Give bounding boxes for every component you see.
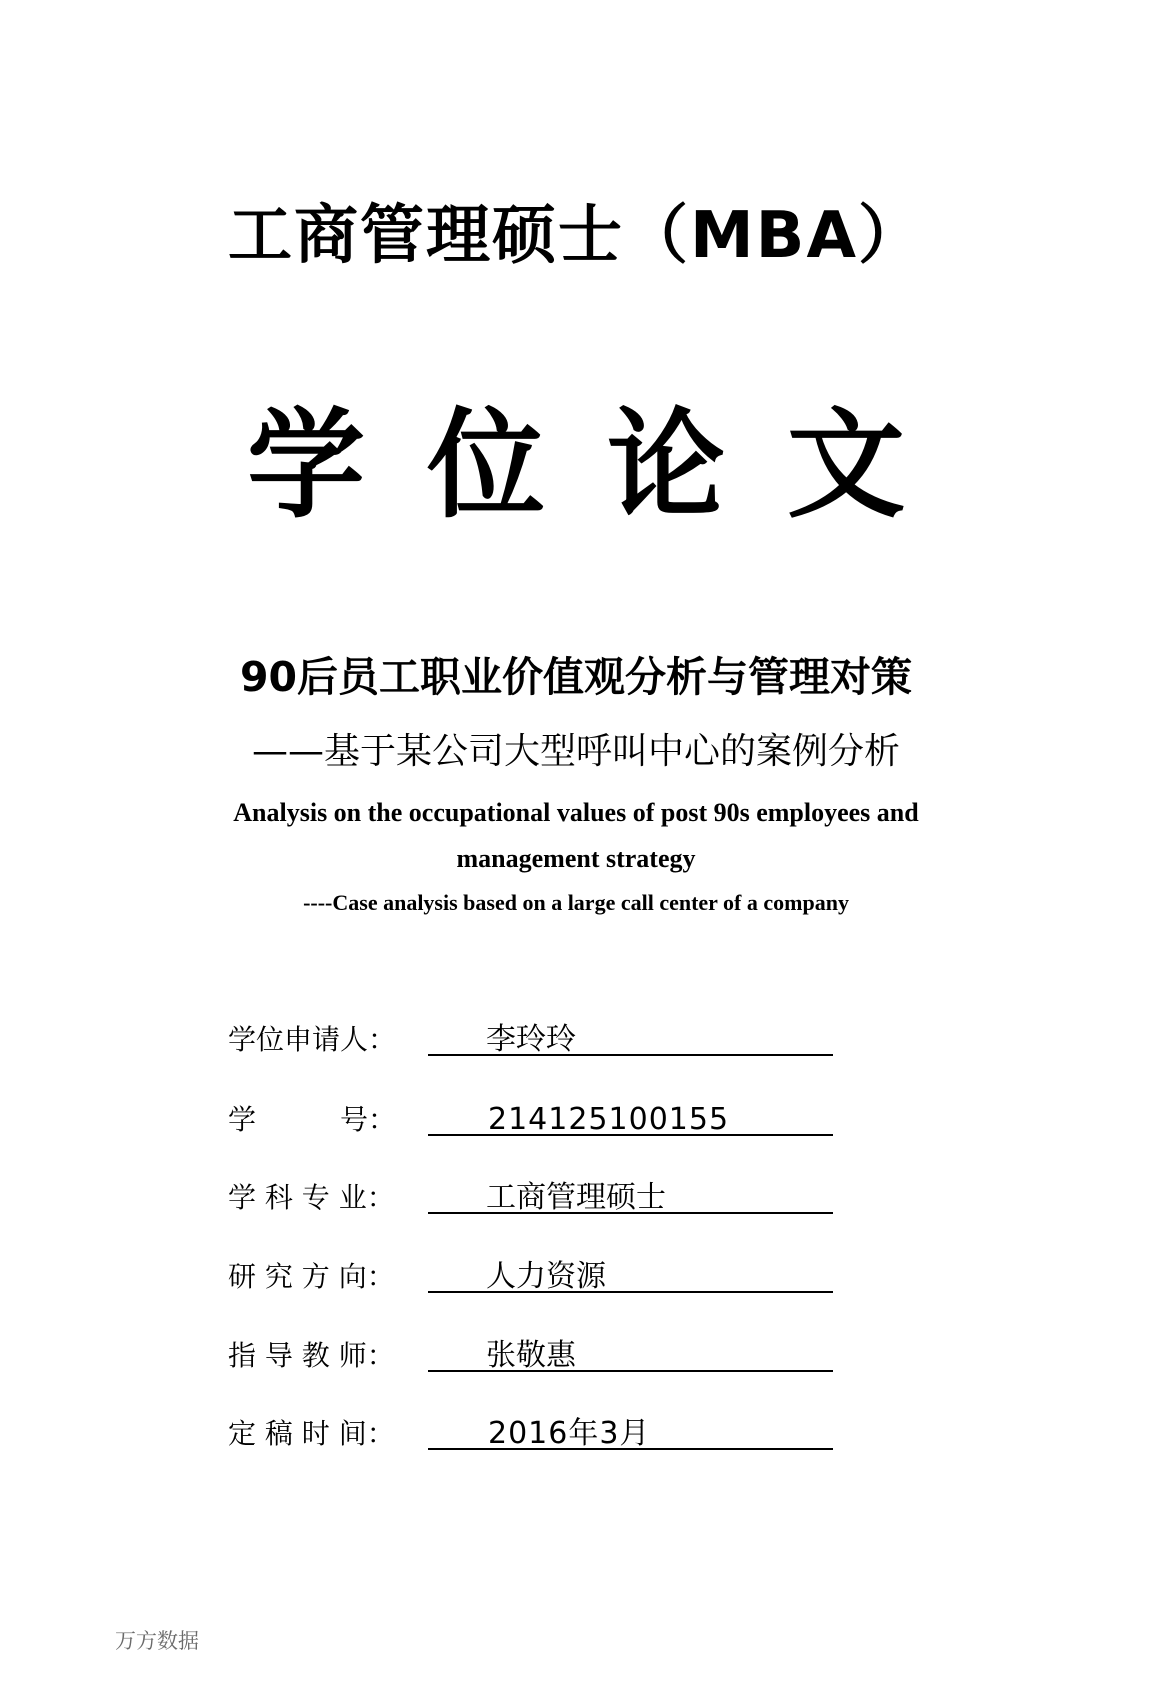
- applicant-field: [428, 1020, 833, 1056]
- research-direction-field: [428, 1257, 833, 1293]
- document-type-heading: 学位论文: [246, 395, 967, 534]
- student-id-label: 学 号：: [228, 1103, 397, 1136]
- advisor-label: 指 导 教 师：: [228, 1339, 395, 1372]
- finalized-date-field: [428, 1414, 833, 1450]
- advisor-field: [428, 1336, 833, 1372]
- major-field: [428, 1178, 833, 1214]
- degree-type-heading: 工商管理硕士（MBA）: [228, 199, 924, 273]
- applicant-label: 学位申请人：: [228, 1023, 397, 1056]
- research-direction-label: 研 究 方 向：: [228, 1260, 395, 1293]
- finalized-date-label: 定 稿 时 间：: [228, 1417, 395, 1450]
- major-value: 工商管理硕士: [486, 1180, 666, 1215]
- research-direction-value: 人力资源: [486, 1259, 606, 1294]
- watermark-text: 万方数据: [115, 1629, 199, 1653]
- thesis-title-en: Analysis on the occupational values of post 90s employees and management strategy: [233, 798, 919, 873]
- student-id-field: [428, 1100, 833, 1136]
- finalized-date-value: 2016年3月: [488, 1416, 651, 1451]
- major-label: 学 科 专 业：: [228, 1181, 395, 1214]
- advisor-value: 张敬惠: [486, 1338, 576, 1373]
- thesis-subtitle-en: ----Case analysis based on a large call center of a company: [303, 890, 849, 915]
- student-id-value: 214125100155: [488, 1102, 730, 1137]
- thesis-title-cn: 90后员工职业价值观分析与管理对策: [239, 653, 913, 701]
- applicant-value: 李玲玲: [486, 1022, 576, 1057]
- thesis-subtitle-cn: ——基于某公司大型呼叫中心的案例分析: [251, 731, 900, 772]
